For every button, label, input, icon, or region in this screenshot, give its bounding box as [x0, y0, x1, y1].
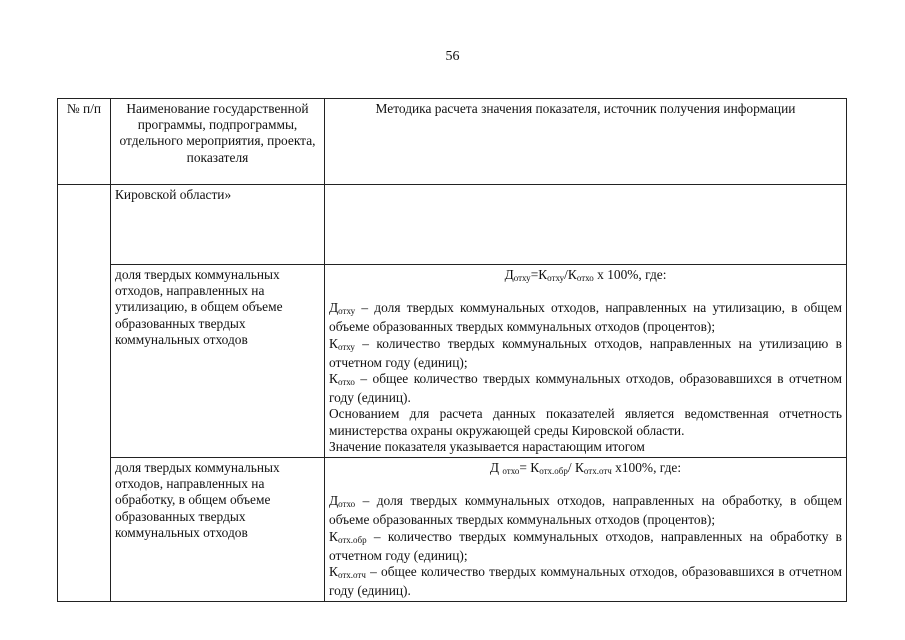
header-number: № п/п [58, 99, 111, 185]
definition-count: $К_{отх.обр}$ – количество твердых коммунальных отходов, направленных на обработку в отчетном году (единиц); [329, 528, 842, 563]
indicator-methodology-table [57, 98, 847, 602]
indicator-method-utilization [325, 265, 847, 458]
cumulative-note: Значение показателя указывается нарастающим итогом [329, 438, 645, 454]
page-number: 56 [445, 49, 460, 64]
table-row [58, 185, 847, 265]
table-row [58, 265, 847, 458]
indicator-name-processing: доля твердых коммунальных отходов, направленных на обработку, в общем объеме образованных твердых коммунальных отходов [111, 458, 325, 602]
row-method-empty [325, 185, 847, 265]
table-header-row [58, 99, 847, 185]
definition-total: $К_{отхо}$ – общее количество твердых коммунальных отходов, образовавшихся в отчетном году (единиц). [329, 371, 842, 406]
indicator-name-utilization: доля твердых коммунальных отходов, направленных на утилизацию, в общем объеме образованных твердых коммунальных отходов [111, 265, 325, 458]
header-method: Методика расчета значения показателя, источник получения информации [325, 99, 847, 185]
indicator-method-processing [325, 458, 847, 602]
definition-total: $К_{отх.отч}$ – общее количество твердых коммунальных отходов, образовавшихся в отчетном году (единиц). [329, 564, 842, 599]
row-name-kirov: Кировской области» [111, 185, 325, 265]
basis-note: Основанием для расчета данных показателей является ведомственная отчетность министерства охраны окружающей среды Кировской области. [329, 406, 842, 438]
header-name: Наименование государственной программы, подпрограммы, отдельного мероприятия, проекта, показателя [111, 99, 325, 185]
formula-utilization: $Д_{отху}=К_{отху}/К_{отхо}$ х 100%, где: [504, 267, 667, 283]
row-number-empty [58, 185, 111, 602]
formula-processing: Д $_{отхо}= К_{отх.обр}/$ $К_{отх.отч}$ х100%, где: [489, 460, 682, 477]
definition-share: $Д_{отху}$ – доля твердых коммунальных отходов, направленных на утилизацию, в общем объеме образованных твердых коммунальных отходов (процентов); [329, 300, 842, 335]
definition-count: $К_{отху}$ – количество твердых коммунальных отходов, направленных на утилизацию в отчетном году (единиц); [329, 335, 842, 370]
definition-share: $Д_{отхо}$ – доля твердых коммунальных отходов, направленных на обработку, в общем объеме образованных твердых коммунальных отходов (процентов); [329, 493, 842, 528]
table-row [58, 458, 847, 602]
